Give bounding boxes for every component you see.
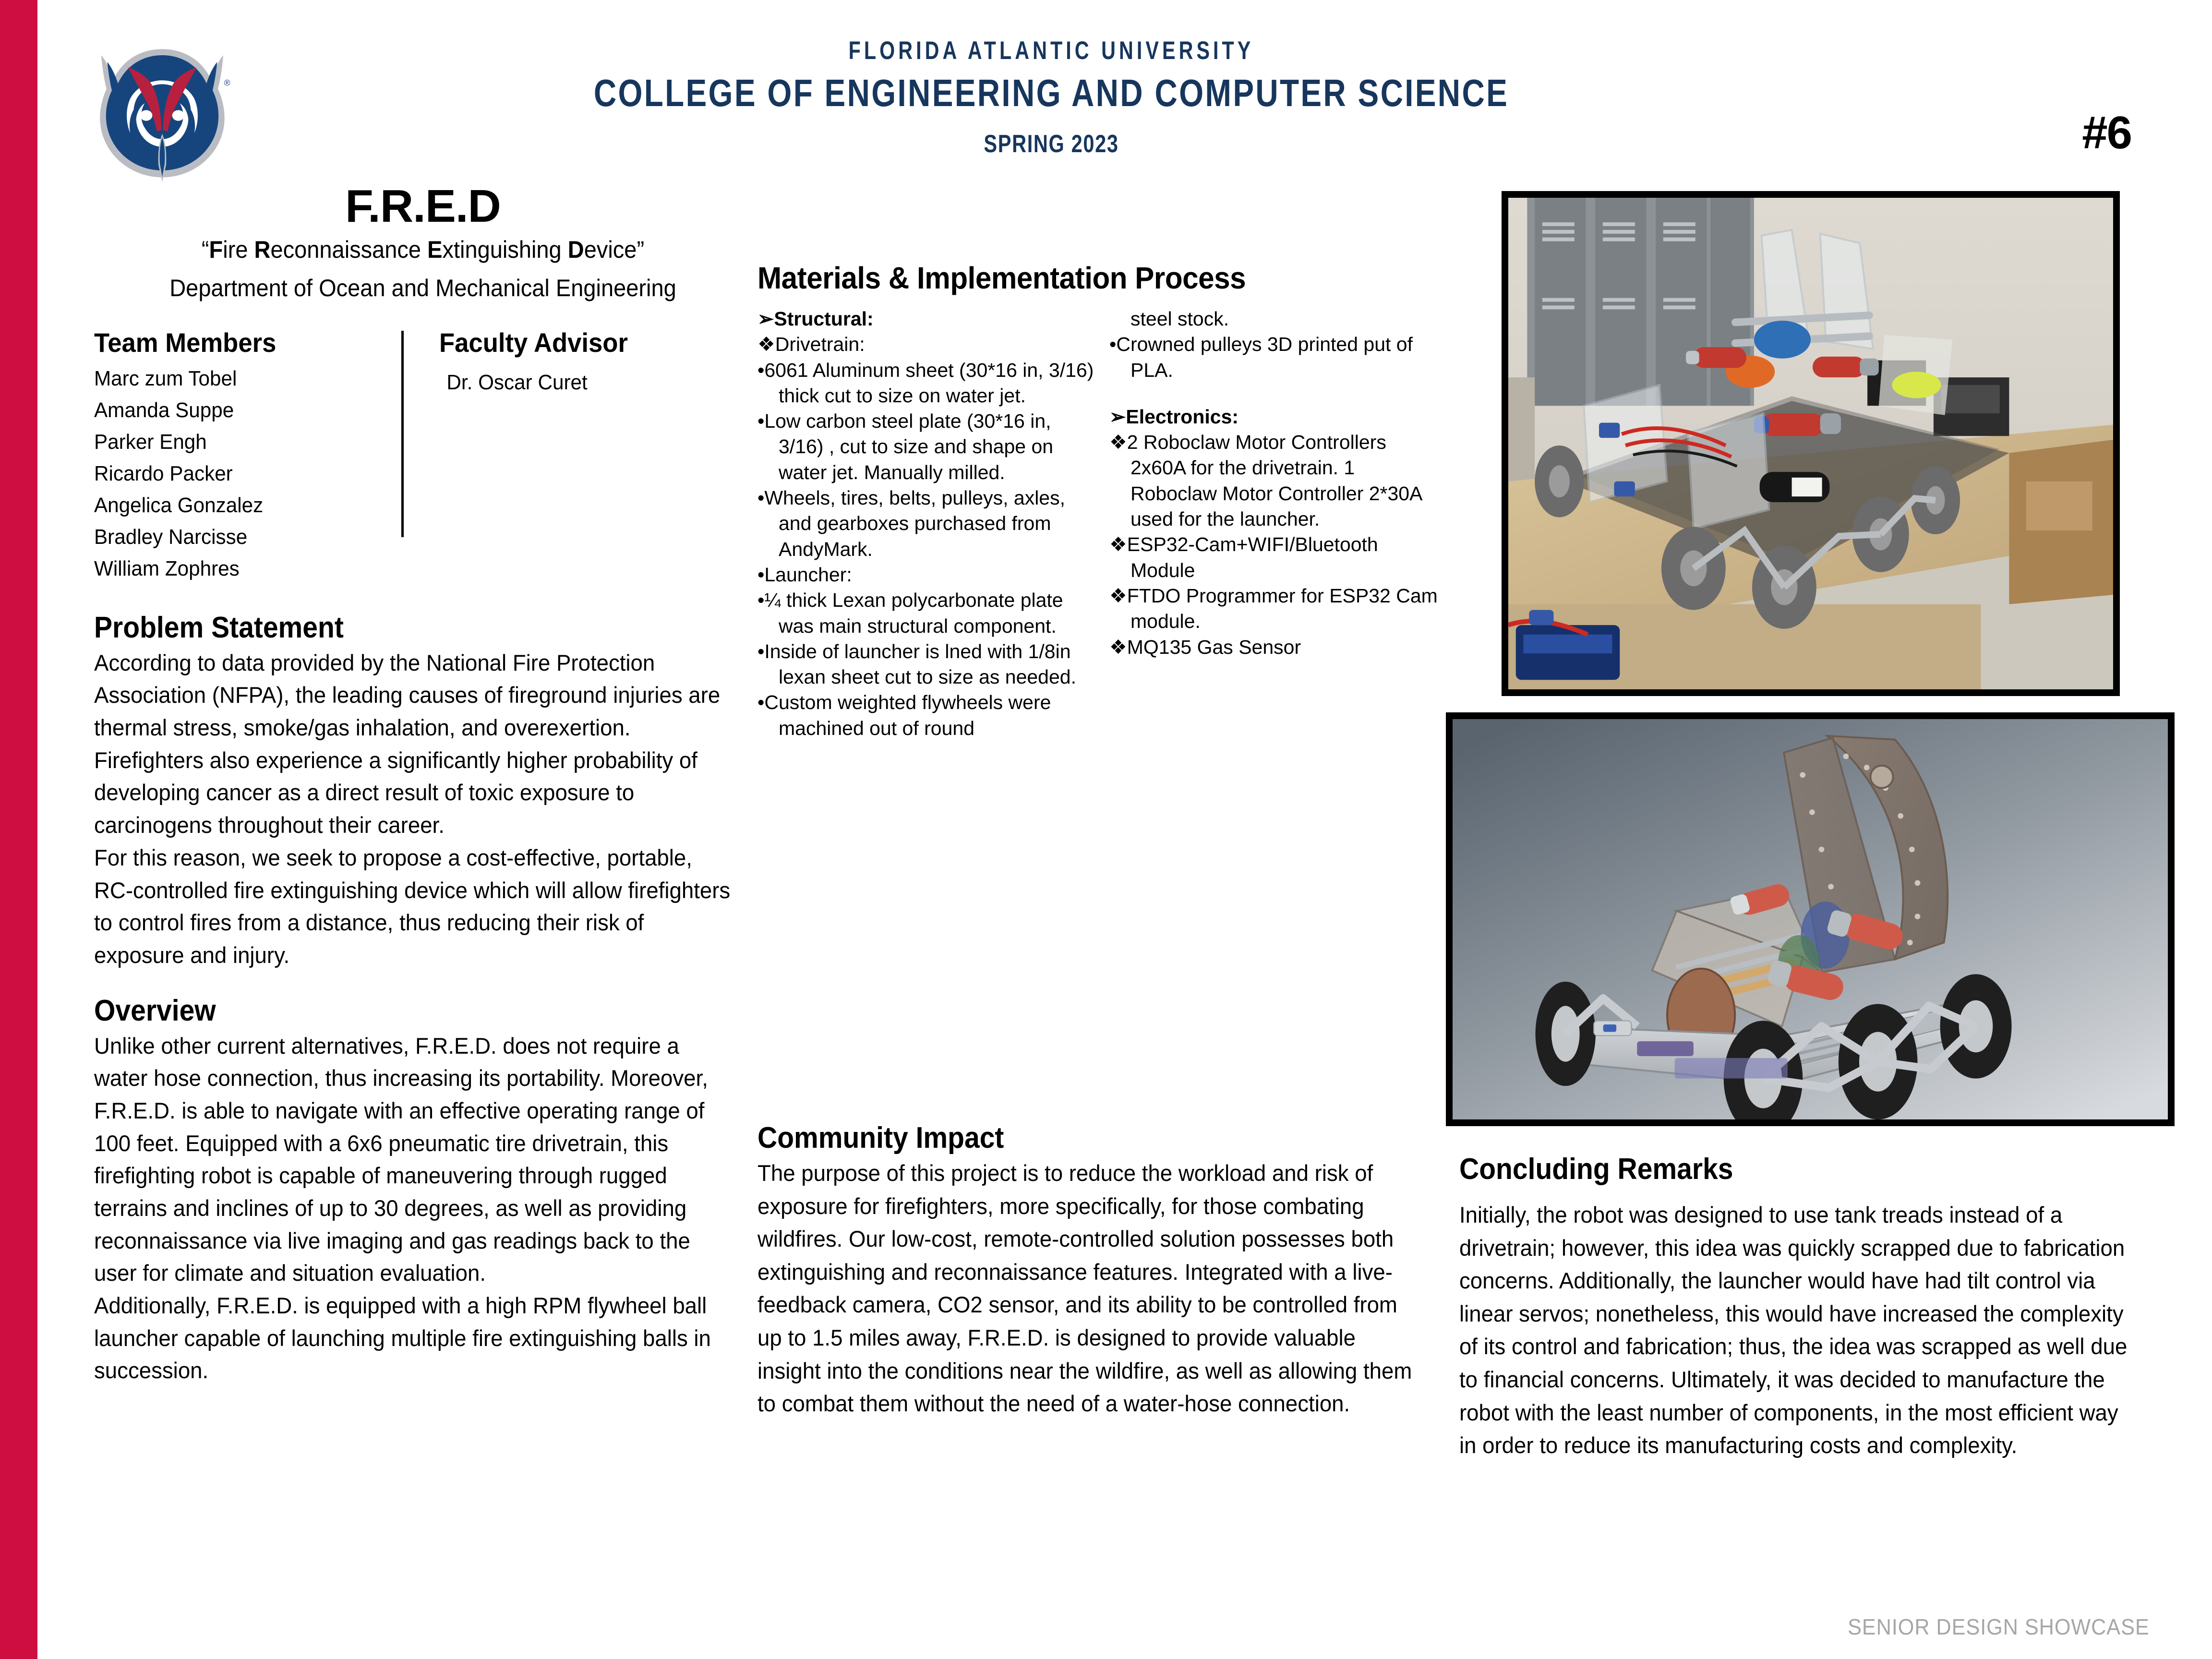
subtitle-initial: R [254, 236, 271, 263]
community-impact-heading: Community Impact [757, 1121, 1004, 1154]
materials-section [757, 260, 1444, 741]
materials-bullet: •Inside of launcher is lned with 1/8in lexan sheet cut to size as needed. [757, 640, 1076, 688]
bullet-marker-icon: • [757, 691, 765, 714]
bullet-marker-icon: ➢ [757, 308, 774, 330]
bullet-marker-icon: ❖ [1109, 533, 1127, 556]
materials-bullet: ❖Drivetrain: [757, 333, 865, 356]
photo-cad-render-robot [1446, 712, 2175, 1126]
concluding-remarks-body [1459, 1199, 2135, 1462]
faculty-advisor-block [404, 327, 640, 585]
materials-bullet: steel stock. [1130, 308, 1229, 330]
bullet-marker-icon: • [757, 589, 765, 612]
subtitle-initial: D [567, 236, 584, 263]
materials-left-column [757, 306, 1101, 741]
svg-text:®: ® [224, 78, 230, 88]
fau-owl-logo [85, 38, 239, 187]
bullet-marker-icon: • [757, 410, 765, 433]
overview-body [94, 1030, 732, 1387]
bullet-marker-icon: • [757, 640, 765, 662]
bullet-marker-icon: ❖ [1109, 431, 1127, 454]
community-paragraph: The purpose of this project is to reduce the workload and risk of exposure for firefighters, more specifically, for those combating wildfires. Our low-cost, remote-controlled solution possesses both extinguishing and reconnaissance features. Integrated with a live-feedback camera, CO2 sensor, and its ability to be controlled from up to 1.5 miles away, F.R.E.D. is designed to provide valuable insight into the conditions near the wildfire, as well as allowing them to combat them without the need of a water-hose connection. [757, 1160, 1412, 1417]
materials-subheading: ➢Electronics: [1109, 405, 1239, 428]
concluding-remarks-heading: Concluding Remarks [1459, 1153, 1733, 1186]
team-member-name: Ricardo Packer [94, 461, 233, 485]
materials-bullet: ❖2 Roboclaw Motor Controllers 2x60A for the drivetrain. 1 Roboclaw Motor Controller 2*30A used for the launcher. [1109, 431, 1427, 530]
community-impact-section [757, 1121, 1439, 1420]
overview-section [94, 994, 752, 1387]
team-member-name: William Zophres [94, 556, 240, 580]
problem-statement-body [94, 647, 732, 972]
university-name: FLORIDA ATLANTIC UNIVERSITY [848, 36, 1254, 65]
team-members-heading: Team Members [94, 327, 276, 358]
materials-bullet: •Wheels, tires, belts, pulleys, axles, and gearboxes purchased from AndyMark. [757, 487, 1071, 560]
bullet-marker-icon: • [1109, 333, 1117, 356]
materials-bullet: •¼ thick Lexan polycarbonate plate was main structural component. [757, 589, 1069, 637]
problem-statement-section [94, 611, 752, 972]
term-label: SPRING 2023 [984, 130, 1119, 158]
team-number-badge: #6 [2082, 107, 2131, 158]
column-left [94, 182, 752, 1387]
bullet-marker-icon: • [757, 487, 765, 509]
project-subtitle: “Fire Reconnaissance Extinguishing Device” [201, 236, 645, 263]
concluding-remarks-section [1459, 1152, 2155, 1462]
bullet-marker-icon: ❖ [1109, 636, 1127, 658]
team-member-name: Angelica Gonzalez [94, 493, 264, 517]
bullet-marker-icon: • [757, 359, 765, 381]
team-member-list [94, 363, 401, 585]
bullet-marker-icon: ➢ [1109, 405, 1126, 428]
people-block [94, 327, 752, 585]
faculty-advisor-heading: Faculty Advisor [439, 327, 628, 358]
team-member-name: Bradley Narcisse [94, 525, 248, 549]
subtitle-initial: E [427, 236, 443, 263]
overview-heading: Overview [94, 994, 216, 1027]
materials-bullet: •Launcher: [757, 563, 852, 586]
materials-bullet: •Crowned pulleys 3D printed put of PLA. [1109, 333, 1419, 381]
overview-paragraph: Additionally, F.R.E.D. is equipped with a high RPM flywheel ball launcher capable of launching multiple fire extinguishing balls in succession. [94, 1292, 711, 1383]
materials-bullet: •6061 Aluminum sheet (30*16 in, 3/16) thick cut to size on water jet. [757, 359, 1099, 407]
community-impact-body [757, 1157, 1419, 1420]
problem-paragraph: According to data provided by the National Fire Protection Association (NFPA), the leading causes of fireground injuries are thermal stress, smoke/gas inhalation, and overexertion. Firefighters also experience a significantly higher probability of developing cancer as a direct result of toxic exposure to carcinogens throughout their career. [94, 649, 721, 838]
faculty-advisor-name: Dr. Oscar Curet [446, 370, 588, 394]
materials-bullet: ❖MQ135 Gas Sensor [1109, 636, 1301, 658]
materials-heading: Materials & Implementation Process [757, 261, 1246, 295]
materials-subheading: ➢Structural: [757, 308, 874, 330]
team-members-block [94, 327, 401, 585]
problem-paragraph: For this reason, we seek to propose a cost-effective, portable, RC-controlled fire extinguishing device which will allow firefighters to control fires from a distance, thus reducing their risk of exposure and injury. [94, 844, 731, 968]
poster-header [288, 36, 1815, 158]
overview-paragraph: Unlike other current alternatives, F.R.E.D. does not require a water hose connection, thus increasing its portability. Moreover, F.R.E.D. is able to navigate with an effective operating range of 100 feet. Equipped with a 6x6 pneumatic tire drivetrain, this firefighting robot is capable of maneuvering through rugged terrains and inclines of up to 30 degrees, as well as providing reconnaissance via live imaging and gas readings back to the user for climate and situation evaluation. [94, 1033, 708, 1286]
bullet-marker-icon: ❖ [1109, 584, 1127, 607]
bullet-marker-icon: ❖ [757, 333, 775, 356]
materials-bullet: ❖FTDO Programmer for ESP32 Cam module. [1109, 584, 1443, 633]
materials-two-columns [757, 306, 1444, 741]
concluding-paragraph: Initially, the robot was designed to use tank treads instead of a drivetrain; however, this idea was quickly scrapped due to fabrication concerns. Additionally, the launcher would have had tilt control via linear servos; nonetheless, this would have increased the complexity of its control and fabrication; thus, the idea was scrapped as well due to financial concerns. Ultimately, it was decided to manufacture the robot with the least number of components, in the most efficient way in order to reduce its manufacturing costs and complexity. [1459, 1202, 2128, 1458]
college-name: COLLEGE OF ENGINEERING AND COMPUTER SCIENCE [593, 72, 1509, 114]
materials-spacer [1109, 383, 1444, 404]
team-member-name: Amanda Suppe [94, 398, 234, 422]
bullet-marker-icon: • [757, 563, 765, 586]
team-member-name: Parker Engh [94, 430, 207, 454]
materials-bullet: •Custom weighted flywheels were machined out of round [757, 691, 1057, 739]
photo-prototype-on-workbench [1502, 191, 2120, 696]
footer-showcase-label: SENIOR DESIGN SHOWCASE [1848, 1614, 2150, 1639]
team-member-name: Marc zum Tobel [94, 366, 237, 390]
problem-statement-heading: Problem Statement [94, 611, 344, 644]
accent-stripe [0, 0, 37, 1659]
materials-right-column [1101, 306, 1444, 741]
materials-bullet: ❖ESP32-Cam+WIFI/Bluetooth Module [1109, 533, 1384, 581]
materials-bullet: •Low carbon steel plate (30*16 in, 3/16) , cut to size and shape on water jet. Manually milled. [757, 410, 1059, 483]
project-title: F.R.E.D [345, 180, 501, 232]
department-name: Department of Ocean and Mechanical Engineering [169, 274, 676, 301]
subtitle-initial: F [209, 236, 223, 263]
